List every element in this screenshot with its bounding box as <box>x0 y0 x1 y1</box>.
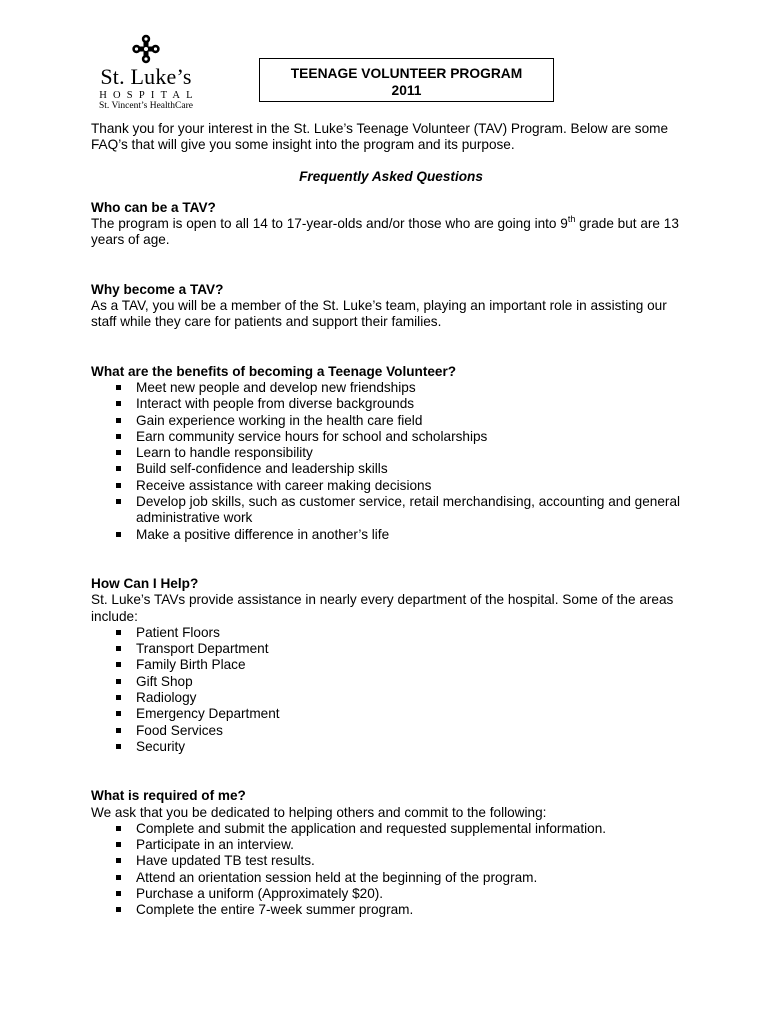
answer-help: St. Luke’s TAVs provide assistance in nearly every department of the hospital. Some of the areas include: <box>91 592 674 624</box>
list-item: Build self-confidence and leadership skills <box>136 461 691 477</box>
section-required <box>91 788 691 918</box>
logo-subtitle: HOSPITAL <box>99 90 199 101</box>
list-item: Radiology <box>136 690 691 706</box>
question-who: Who can be a TAV? <box>91 199 216 215</box>
faq-heading: Frequently Asked Questions <box>299 168 483 184</box>
title-line-1: TEENAGE VOLUNTEER PROGRAM <box>290 66 523 81</box>
question-benefits: What are the benefits of becoming a Teenage Volunteer? <box>91 363 457 379</box>
title-box <box>259 58 554 102</box>
list-item: Have updated TB test results. <box>136 853 691 869</box>
answer-who: The program is open to all 14 to 17-year-olds and/or those who are going into 9th grade but are 13 years of age. <box>91 214 679 248</box>
question-required: What is required of me? <box>91 788 246 804</box>
departments-list <box>91 625 691 755</box>
requirements-list <box>91 821 691 919</box>
question-why: Why become a TAV? <box>91 281 224 297</box>
title-line-2: 2011 <box>391 83 422 98</box>
section-who <box>91 200 691 249</box>
answer-why: As a TAV, you will be a member of the St. Luke’s team, playing an important role in assisting our staff while they care for patients and support their families. <box>91 298 667 330</box>
intro-paragraph: Thank you for your interest in the St. Luke’s Teenage Volunteer (TAV) Program. Below are some FAQ’s that will give you some insight into the program and its purpose. <box>91 121 669 153</box>
list-item: Emergency Department <box>136 706 691 722</box>
logo-tagline: St. Vincent’s HealthCare <box>99 101 193 111</box>
list-item: Purchase a uniform (Approximately $20). <box>136 886 691 902</box>
list-item: Meet new people and develop new friendships <box>136 380 691 396</box>
list-item: Complete and submit the application and requested supplemental information. <box>136 821 691 837</box>
list-item: Interact with people from diverse backgrounds <box>136 396 691 412</box>
logo-name: St. Luke’s <box>100 64 192 89</box>
list-item: Complete the entire 7-week summer program. <box>136 902 691 918</box>
benefits-list <box>91 380 691 543</box>
list-item: Security <box>136 739 691 755</box>
list-item: Gain experience working in the health care field <box>136 413 691 429</box>
question-help: How Can I Help? <box>91 575 199 591</box>
section-benefits <box>91 364 691 543</box>
list-item: Transport Department <box>136 641 691 657</box>
fleur-cross-icon <box>132 34 160 64</box>
list-item: Make a positive difference in another’s life <box>136 527 691 543</box>
list-item: Attend an orientation session held at the beginning of the program. <box>136 870 691 886</box>
document-body <box>91 121 691 952</box>
section-help <box>91 576 691 755</box>
hospital-logo <box>86 34 206 112</box>
list-item: Earn community service hours for school and scholarships <box>136 429 691 445</box>
list-item: Food Services <box>136 723 691 739</box>
answer-required: We ask that you be dedicated to helping others and commit to the following: <box>91 804 547 820</box>
list-item: Participate in an interview. <box>136 837 691 853</box>
list-item: Receive assistance with career making decisions <box>136 478 691 494</box>
section-why <box>91 282 691 331</box>
list-item: Patient Floors <box>136 625 691 641</box>
list-item: Gift Shop <box>136 674 691 690</box>
list-item: Learn to handle responsibility <box>136 445 691 461</box>
list-item: Family Birth Place <box>136 657 691 673</box>
list-item: Develop job skills, such as customer service, retail merchandising, accounting and general administrative work <box>136 494 691 527</box>
